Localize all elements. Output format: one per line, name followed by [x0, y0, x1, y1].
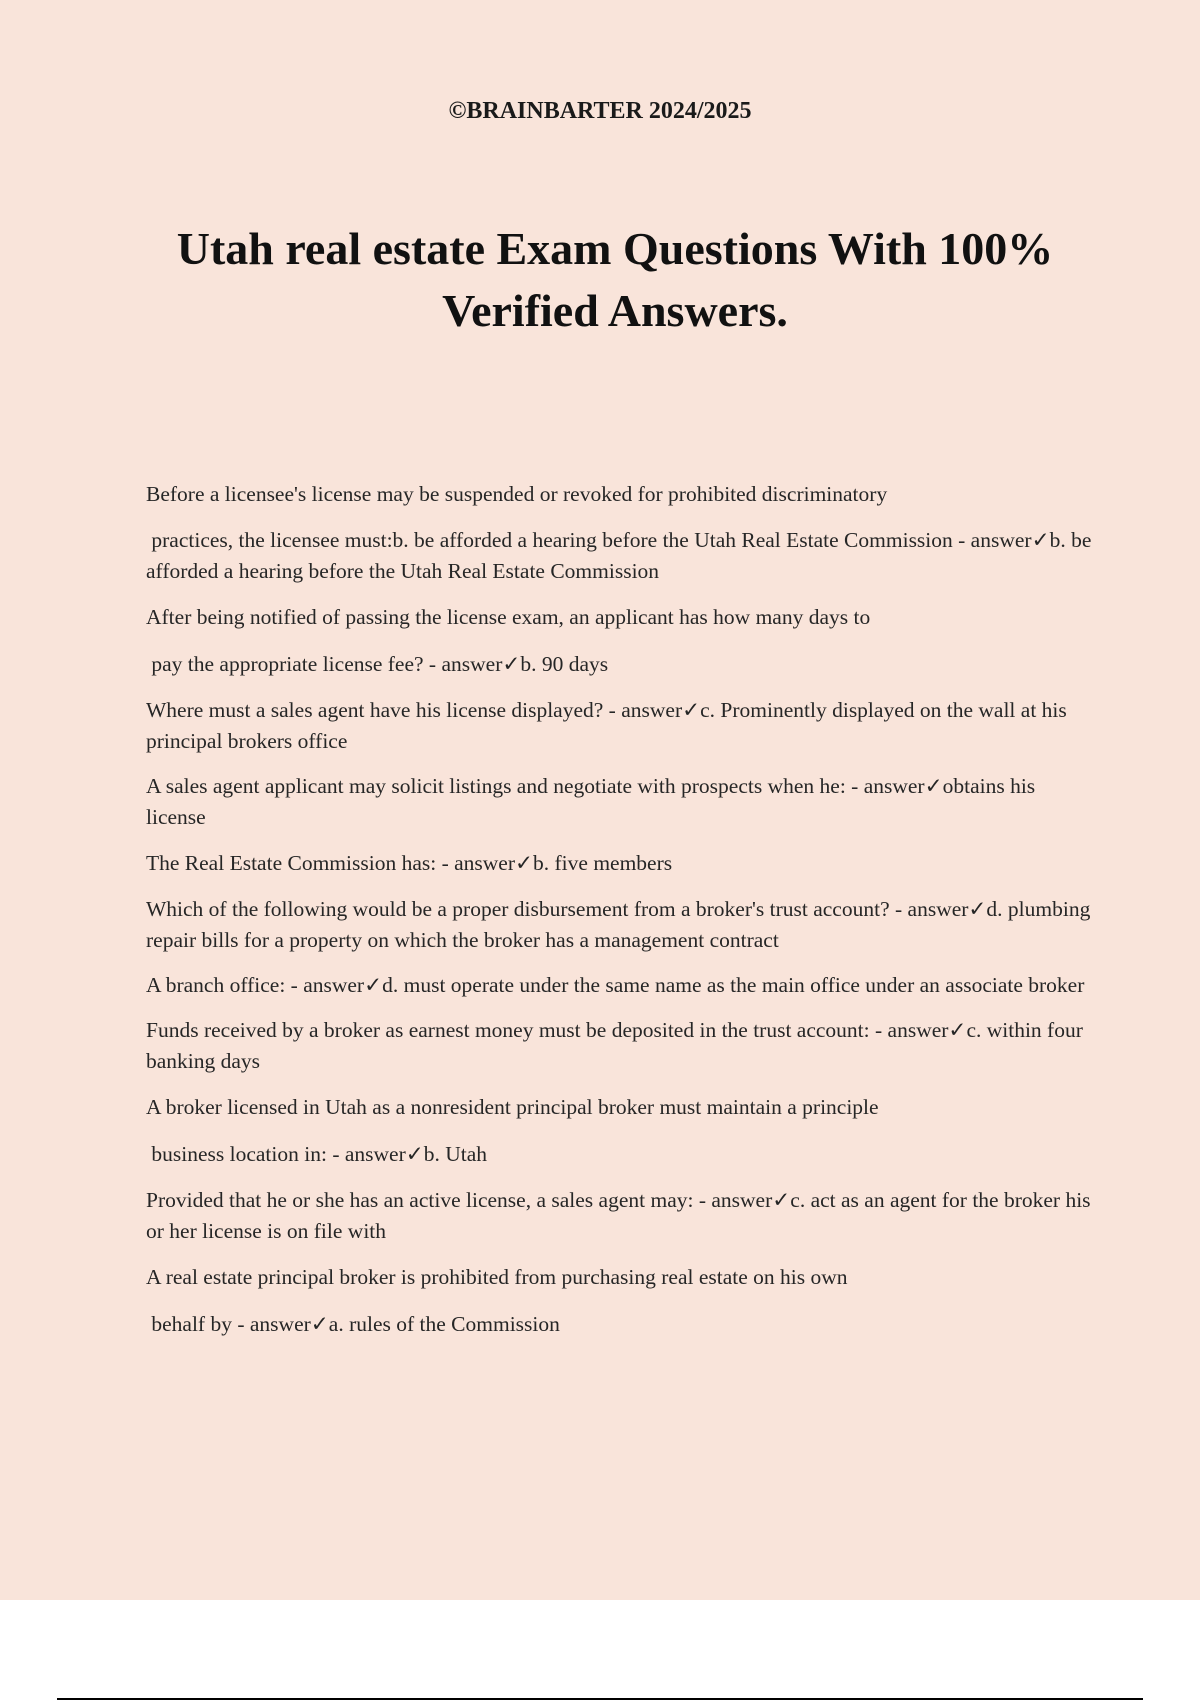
qa-line: pay the appropriate license fee? - answer✓b. 90 days [146, 652, 609, 676]
qa-line: Where must a sales agent have his license displayed? - answer✓c. Prominently displayed on the wall at his principal brokers office [146, 698, 1073, 753]
qa-line: behalf by - answer✓a. rules of the Commission [146, 1312, 560, 1336]
qa-line: business location in: - answer✓b. Utah [146, 1142, 488, 1166]
qa-line: The Real Estate Commission has: - answer✓b. five members [146, 851, 673, 875]
qa-line: A broker licensed in Utah as a nonresident principal broker must maintain a principle [146, 1095, 879, 1119]
document-title: Utah real estate Exam Questions With 100% Verified Answers. [176, 223, 1054, 336]
qa-line: Funds received by a broker as earnest money must be deposited in the trust account: - answer✓c. within four banking days [146, 1018, 1089, 1073]
qa-line: Provided that he or she has an active license, a sales agent may: - answer✓c. act as an agent for the broker his or her license is on file with [146, 1188, 1096, 1243]
qa-line: Which of the following would be a proper disbursement from a broker's trust account? - answer✓d. plumbing repair bills for a property on which the broker has a management contract [146, 897, 1096, 952]
qa-line: A branch office: - answer✓d. must operate under the same name as the main office under an associate broker [146, 973, 1085, 997]
qa-line: practices, the licensee must:b. be afforded a hearing before the Utah Real Estate Commission - answer✓b. be afforded a hearing before the Utah Real Estate Commission [146, 528, 1097, 583]
qa-line: Before a licensee's license may be suspended or revoked for prohibited discriminatory [146, 482, 888, 506]
qa-line: A real estate principal broker is prohibited from purchasing real estate on his own [146, 1265, 848, 1289]
copyright-watermark: ©BRAINBARTER 2024/2025 [448, 98, 752, 124]
qa-line: A sales agent applicant may solicit listings and negotiate with prospects when he: - answer✓obtains his license [146, 774, 1041, 829]
qa-line: After being notified of passing the license exam, an applicant has how many days to [146, 605, 871, 629]
qa-list [146, 478, 1096, 1355]
